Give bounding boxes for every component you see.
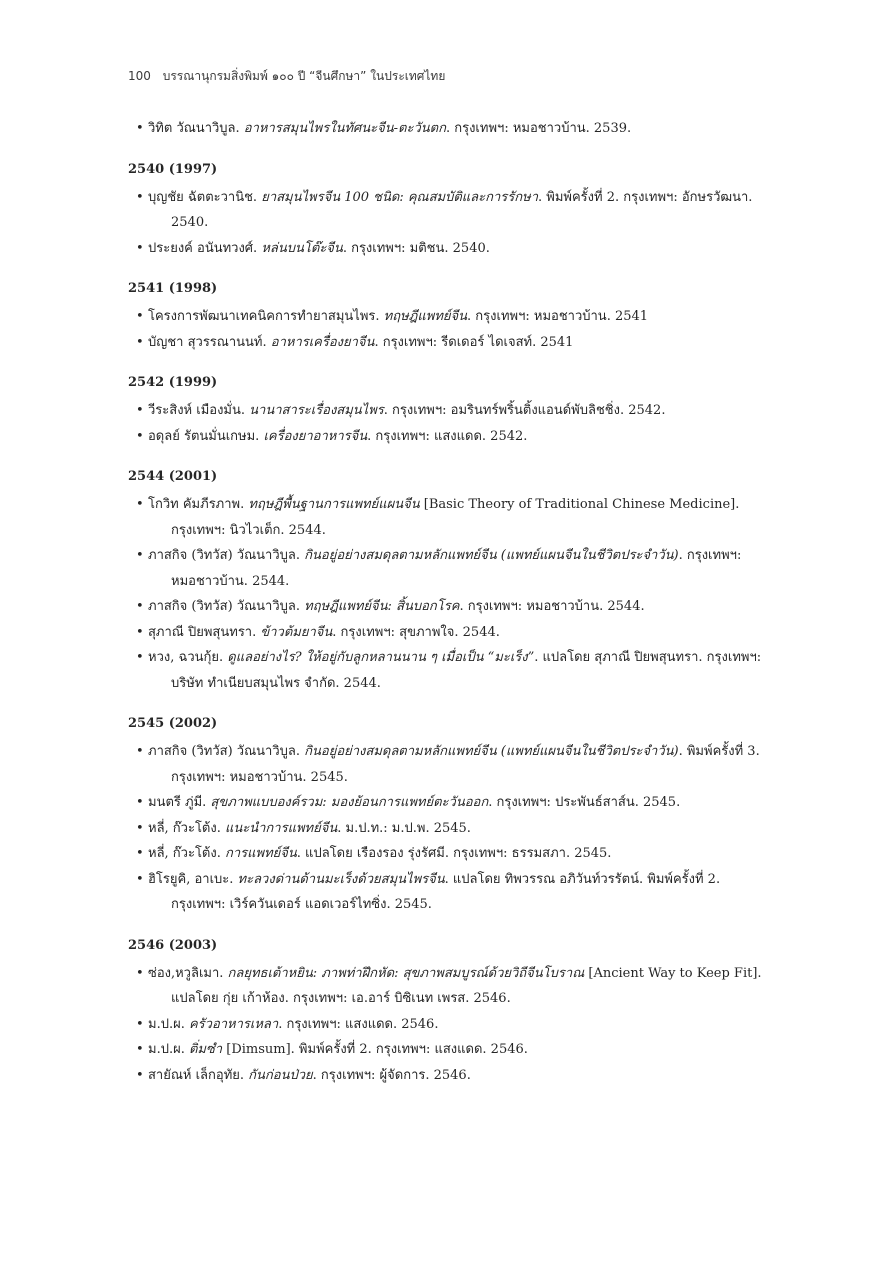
entry-publication: . กรุงเทพฯ: แสงแดด. 2546. bbox=[278, 1016, 439, 1032]
entry-title: แนะนำการแพทย์จีน bbox=[225, 820, 338, 836]
entry-title: ติ่มซำ bbox=[188, 1042, 223, 1057]
entry-publication: . กรุงเทพฯ: ประพันธ์สาส์น. 2545. bbox=[488, 795, 681, 810]
year-heading: 2545 (2002) bbox=[128, 716, 218, 731]
entry-title: อาหารสมุนไพรในทัศนะจีน-ตะวันตก bbox=[243, 121, 446, 136]
bibliography-entry bbox=[128, 620, 768, 646]
entry-author: โครงการพัฒนาเทคนิคการทำยาสมุนไพร. bbox=[148, 309, 384, 324]
entry-title: อาหารเครื่องยาจีน bbox=[270, 334, 375, 350]
entry-title: ทฤษฎีแพทย์จีน: สิ้นบอกโรค bbox=[304, 599, 460, 614]
bibliography-entry bbox=[128, 236, 768, 262]
running-title: บรรณานุกรมสิ่งพิมพ์ ๑๐๐ ปี “จีนศึกษา” ในประเทศไทย bbox=[162, 69, 446, 83]
entry-list bbox=[128, 304, 768, 355]
entry-publication: . พิมพ์ครั้งที่ 3. กรุงเทพฯ: หมอชาวบ้าน. 2545. bbox=[171, 744, 760, 785]
entry-publication: . กรุงเทพฯ: สุขภาพใจ. 2544. bbox=[332, 624, 500, 640]
entry-author: หลี่, ก๊วะโต้ง. bbox=[148, 846, 225, 861]
entry-title: ทะลวงด่านด้านมะเร็งด้วยสมุนไพรจีน bbox=[237, 871, 445, 887]
entry-publication: . ม.ป.ท.: ม.ป.พ. 2545. bbox=[337, 820, 471, 836]
entry-author: วิทิต วัณนาวิบูล. bbox=[148, 121, 244, 136]
bibliography-entry bbox=[128, 185, 768, 236]
entry-author: หวง, ฉวนกุ้ย. bbox=[148, 650, 228, 665]
bibliography-entry bbox=[128, 816, 768, 842]
bibliography-entry bbox=[128, 867, 768, 918]
entry-author: ภาสกิจ (วิทวัส) วัณนาวิบูล. bbox=[148, 744, 305, 759]
running-header bbox=[128, 67, 445, 86]
bibliography-entry bbox=[128, 961, 768, 1012]
entry-title: กินอยู่อย่างสมดุลตามหลักแพทย์จีน (แพทย์แผนจีนในชีวิตประจำวัน) bbox=[304, 548, 679, 563]
year-heading: 2544 (2001) bbox=[128, 469, 218, 484]
entry-list bbox=[128, 116, 768, 142]
entry-publication: . กรุงเทพฯ: หมอชาวบ้าน. 2539. bbox=[445, 121, 632, 136]
entry-publication: . แปลโดย สุภาณี ปิยพสุนทรา. กรุงเทพฯ: บริษัท ทำเนียบสมุนไพร จำกัด. 2544. bbox=[171, 650, 762, 691]
bibliography-entry bbox=[128, 492, 768, 543]
bibliography-entry bbox=[128, 1012, 768, 1038]
entry-author: บุญชัย ฉัตตะวานิช. bbox=[148, 189, 262, 205]
entry-title: หล่นบนโต๊ะจีน bbox=[261, 240, 343, 256]
entry-title: สุขภาพแบบองค์รวม: มองย้อนการแพทย์ตะวันออก bbox=[210, 795, 489, 810]
bibliography-entry bbox=[128, 739, 768, 790]
entry-author: อดุลย์ รัตนมั่นเกษม. bbox=[148, 428, 264, 444]
entry-author: ซ่อง,หวูลิเมา. bbox=[148, 965, 228, 981]
bibliography-entry bbox=[128, 594, 768, 620]
bibliography-entry bbox=[128, 398, 768, 424]
entry-author: หลี่, ก๊วะโต้ง. bbox=[148, 820, 225, 836]
year-section bbox=[128, 160, 768, 262]
entry-list bbox=[128, 739, 768, 918]
entry-author: ม.ป.ผ. bbox=[148, 1016, 189, 1032]
year-section bbox=[128, 467, 768, 696]
entry-title: ข้าวต้มยาจีน bbox=[260, 624, 333, 640]
entry-title: เครื่องยาอาหารจีน bbox=[263, 428, 368, 444]
year-section bbox=[128, 116, 768, 142]
entry-author: ฮิโรยูคิ, อาเบะ. bbox=[148, 871, 238, 887]
entry-publication: . กรุงเทพฯ: หมอชาวบ้าน. 2541 bbox=[467, 309, 649, 324]
entry-author: มนตรี ภู่มี. bbox=[148, 795, 211, 810]
entry-publication: . กรุงเทพฯ: ผู้จัดการ. 2546. bbox=[312, 1067, 471, 1083]
year-section bbox=[128, 714, 768, 918]
entry-list bbox=[128, 185, 768, 262]
bibliography-entry bbox=[128, 1063, 768, 1089]
entry-author: ม.ป.ผ. bbox=[148, 1042, 189, 1057]
year-heading: 2542 (1999) bbox=[128, 375, 218, 390]
bibliography-entry bbox=[128, 543, 768, 594]
entry-publication: [Dimsum]. พิมพ์ครั้งที่ 2. กรุงเทพฯ: แสงแดด. 2546. bbox=[222, 1042, 528, 1057]
year-heading: 2541 (1998) bbox=[128, 281, 218, 296]
entry-publication: . กรุงเทพฯ: รีดเดอร์ ไดเจสท์. 2541 bbox=[374, 334, 574, 350]
entry-publication: . กรุงเทพฯ: หมอชาวบ้าน. 2544. bbox=[171, 548, 742, 589]
entry-publication: . แปลโดย เรืองรอง รุ่งรัศมี. กรุงเทพฯ: ธรรมสภา. 2545. bbox=[296, 846, 612, 861]
entry-list bbox=[128, 398, 768, 449]
entry-title: ทฤษฎีพื้นฐานการแพทย์แผนจีน bbox=[248, 497, 420, 512]
entry-title: ครัวอาหารเหลา bbox=[188, 1016, 279, 1032]
entry-author: บัญชา สุวรรณานนท์. bbox=[148, 334, 271, 350]
entry-author: วีระสิงห์ เมืองมั่น. bbox=[148, 403, 250, 418]
entry-title: กินอยู่อย่างสมดุลตามหลักแพทย์จีน (แพทย์แผนจีนในชีวิตประจำวัน) bbox=[304, 744, 679, 759]
bibliography-entry bbox=[128, 790, 768, 816]
entry-author: โกวิท คัมภีรภาพ. bbox=[148, 497, 249, 512]
entry-publication: . พิมพ์ครั้งที่ 2. กรุงเทพฯ: อักษรวัฒนา. 2540. bbox=[171, 189, 753, 230]
year-section bbox=[128, 936, 768, 1089]
bibliography-entry bbox=[128, 1037, 768, 1063]
bibliography-entry bbox=[128, 424, 768, 450]
entry-author: สุภาณี ปิยพสุนทรา. bbox=[148, 624, 261, 640]
entry-publication: [Ancient Way to Keep Fit]. แปลโดย กุ่ย เก้าห้อง. กรุงเทพฯ: เอ.อาร์ บิซิเนท เพรส. 2546. bbox=[171, 965, 762, 1006]
page-number: 100 bbox=[128, 69, 151, 83]
entry-publication: . แปลโดย ทิพวรรณ อภิวันท์วรรัตน์. พิมพ์ครั้งที่ 2. กรุงเทพฯ: เวิร์ควันเดอร์ แอดเวอร์ไทซิ่ง. 2545. bbox=[171, 871, 721, 912]
entry-title: นานาสาระเรื่องสมุนไพร bbox=[249, 403, 384, 418]
entry-author: ประยงค์ อนันทวงศ์. bbox=[148, 240, 262, 256]
entry-publication: . กรุงเทพฯ: อมรินทร์พริ้นติ้งแอนด์พับลิชชิ่ง. 2542. bbox=[383, 403, 666, 418]
bibliography-entry bbox=[128, 841, 768, 867]
entry-author: สายัณห์ เล็กอุทัย. bbox=[148, 1067, 249, 1083]
year-heading: 2540 (1997) bbox=[128, 161, 218, 177]
entry-list bbox=[128, 492, 768, 696]
bibliography-entry bbox=[128, 330, 768, 356]
entry-list bbox=[128, 961, 768, 1089]
entry-title: การแพทย์จีน bbox=[225, 846, 297, 861]
entry-title: ยาสมุนไพรจีน 100 ชนิด: คุณสมบัติและการรักษา bbox=[261, 189, 539, 205]
entry-author: ภาสกิจ (วิทวัส) วัณนาวิบูล. bbox=[148, 599, 305, 614]
entry-title: กลยุทธเต้าหยิน: ภาพท่าฝึกหัด: สุขภาพสมบูรณ์ด้วยวิถีจีนโบราณ bbox=[227, 965, 585, 981]
entry-author: ภาสกิจ (วิทวัส) วัณนาวิบูล. bbox=[148, 548, 305, 563]
bibliography-entry bbox=[128, 116, 768, 142]
entry-title: กันก่อนป่วย bbox=[248, 1067, 313, 1083]
entry-publication: [Basic Theory of Traditional Chinese Medicine]. กรุงเทพฯ: นิวไวเต็ก. 2544. bbox=[171, 497, 740, 538]
year-heading: 2546 (2003) bbox=[128, 937, 218, 953]
entry-title: ดูแลอย่างไร? ให้อยู่กับลูกหลานนาน ๆ เมื่อเป็น “มะเร็ง” bbox=[227, 650, 535, 665]
entry-publication: . กรุงเทพฯ: แสงแดด. 2542. bbox=[367, 428, 528, 444]
bibliography-body bbox=[128, 116, 768, 1106]
entry-publication: . กรุงเทพฯ: หมอชาวบ้าน. 2544. bbox=[459, 599, 645, 614]
bibliography-entry bbox=[128, 304, 768, 330]
entry-publication: . กรุงเทพฯ: มติชน. 2540. bbox=[342, 240, 490, 256]
entry-title: ทฤษฎีแพทย์จีน bbox=[383, 309, 468, 324]
year-section bbox=[128, 373, 768, 449]
bibliography-entry bbox=[128, 645, 768, 696]
year-section bbox=[128, 279, 768, 355]
